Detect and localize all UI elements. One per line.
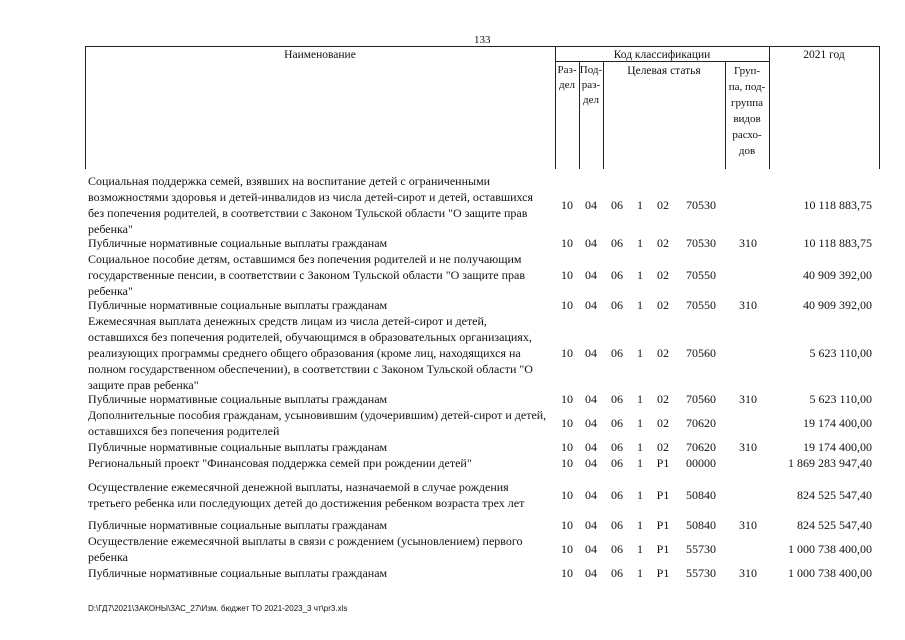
row-code-c1: 06	[611, 488, 623, 502]
row-code-r: 10	[561, 346, 573, 360]
row-code-c2: 1	[637, 198, 643, 212]
row-code-pr: 04	[585, 236, 597, 250]
row-code-c3: P1	[656, 488, 670, 502]
row-code-c3: P1	[656, 456, 670, 470]
row-code-c4: 70560	[686, 346, 716, 360]
row-code-c1: 06	[611, 456, 623, 470]
file-path-footer: D:\ГД7\2021\ЗАКОНЫ\ЗАС_27\Изм. бюджет ТО 2021-2023_3 чт\pr3.xls	[88, 604, 348, 613]
row-code-c1: 06	[611, 542, 623, 556]
row-code-r: 10	[561, 236, 573, 250]
row-code-pr: 04	[585, 268, 597, 282]
row-name: Публичные нормативные социальные выплаты гражданам	[88, 518, 388, 532]
row-code-c1: 06	[611, 236, 623, 250]
table-row	[0, 439, 905, 455]
row-code-c2: 1	[637, 440, 643, 454]
row-code-c3: 02	[657, 268, 669, 282]
row-amount: 40 909 392,00	[803, 298, 872, 312]
table-row	[0, 407, 905, 439]
row-name: Дополнительные пособия гражданам, усыновившим (удочерившим) детей-сирот и детей, оставшихся без попечения родителей	[88, 408, 547, 438]
row-code-r: 10	[561, 440, 573, 454]
row-code-r: 10	[561, 518, 573, 532]
header-year: 2021 год	[803, 49, 845, 61]
row-code-c4: 70620	[686, 440, 716, 454]
table-row	[0, 391, 905, 407]
row-code-c3: 02	[657, 298, 669, 312]
header-code: Код классификации	[613, 49, 711, 61]
row-code-c4: 70620	[686, 416, 716, 430]
row-code-pr: 04	[585, 440, 597, 454]
row-code-r: 10	[561, 392, 573, 406]
row-code-pr: 04	[585, 198, 597, 212]
table-row	[0, 517, 905, 533]
page-number: 133	[474, 34, 491, 46]
row-code-c2: 1	[637, 488, 643, 502]
row-amount: 19 174 400,00	[803, 416, 872, 430]
row-code-c2: 1	[637, 456, 643, 470]
row-code-c4: 70550	[686, 298, 716, 312]
header-podrazdel: Под- раз- дел	[579, 64, 603, 106]
row-code-c4: 00000	[686, 456, 716, 470]
row-amount: 1 000 738 400,00	[788, 566, 872, 580]
row-code-c2: 1	[637, 392, 643, 406]
header-celevaya: Целевая статья	[627, 65, 701, 77]
row-code-c3: 02	[657, 440, 669, 454]
row-name: Социальное пособие детям, оставшимся без попечения родителей и не получающим государственные пенсии, в соответствии с Законом Тульской области "О защите прав ребенка"	[88, 252, 525, 298]
row-code-c1: 06	[611, 298, 623, 312]
row-code-vr: 310	[739, 518, 757, 532]
row-amount: 40 909 392,00	[803, 268, 872, 282]
row-amount: 5 623 110,00	[809, 392, 872, 406]
table-row	[0, 173, 905, 237]
row-name: Ежемесячная выплата денежных средств лицам из числа детей-сирот и детей, оставшихся без попечения родителей, обучающимся в образовательных организациях, реализующих программы среднего общего образования (кроме лиц, находящихся на полном государственном обеспечении), в соответствии с Законом Тульской области "О защите прав ребенка"	[88, 314, 533, 392]
row-code-vr: 310	[739, 298, 757, 312]
row-amount: 10 118 883,75	[803, 236, 872, 250]
row-code-r: 10	[561, 542, 573, 556]
table-row	[0, 533, 905, 565]
row-code-c1: 06	[611, 346, 623, 360]
row-name: Публичные нормативные социальные выплаты гражданам	[88, 392, 388, 406]
row-code-c4: 70560	[686, 392, 716, 406]
row-name: Публичные нормативные социальные выплаты гражданам	[88, 440, 388, 454]
row-code-c4: 70530	[686, 236, 716, 250]
row-code-pr: 04	[585, 456, 597, 470]
row-code-pr: 04	[585, 518, 597, 532]
table-row	[0, 479, 905, 511]
row-code-c2: 1	[637, 298, 643, 312]
table-row	[0, 235, 905, 251]
row-code-c4: 50840	[686, 518, 716, 532]
table-row	[0, 297, 905, 313]
row-code-c4: 70550	[686, 268, 716, 282]
row-code-c1: 06	[611, 198, 623, 212]
row-name: Осуществление ежемесячной денежной выплаты, назначаемой в случае рождения третьего ребенка или последующих детей до достижения ребенком возраста трех лет	[88, 480, 525, 510]
row-name: Региональный проект "Финансовая поддержка семей при рождении детей"	[88, 456, 472, 470]
row-code-c3: 02	[657, 236, 669, 250]
row-code-c3: P1	[656, 518, 670, 532]
row-code-c3: 02	[657, 416, 669, 430]
row-code-r: 10	[561, 566, 573, 580]
row-amount: 5 623 110,00	[809, 346, 872, 360]
table-row	[0, 455, 905, 471]
row-code-c2: 1	[637, 542, 643, 556]
row-code-vr: 310	[739, 236, 757, 250]
row-code-c1: 06	[611, 518, 623, 532]
row-code-c1: 06	[611, 440, 623, 454]
row-code-r: 10	[561, 488, 573, 502]
row-code-c1: 06	[611, 392, 623, 406]
row-code-vr: 310	[739, 440, 757, 454]
row-amount: 1 000 738 400,00	[788, 542, 872, 556]
table-row	[0, 251, 905, 299]
row-name: Публичные нормативные социальные выплаты гражданам	[88, 566, 388, 580]
row-code-c1: 06	[611, 268, 623, 282]
row-name: Публичные нормативные социальные выплаты гражданам	[88, 236, 388, 250]
row-code-c3: 02	[657, 392, 669, 406]
row-code-c3: P1	[656, 566, 670, 580]
row-code-c1: 06	[611, 416, 623, 430]
row-code-pr: 04	[585, 488, 597, 502]
row-code-c2: 1	[637, 236, 643, 250]
row-amount: 19 174 400,00	[803, 440, 872, 454]
row-code-r: 10	[561, 416, 573, 430]
row-amount: 10 118 883,75	[803, 198, 872, 212]
table-row	[0, 313, 905, 393]
row-amount: 824 525 547,40	[797, 518, 872, 532]
row-code-c4: 50840	[686, 488, 716, 502]
row-code-r: 10	[561, 268, 573, 282]
row-code-c3: P1	[656, 542, 670, 556]
row-code-c4: 70530	[686, 198, 716, 212]
table-row	[0, 565, 905, 581]
row-code-vr: 310	[739, 566, 757, 580]
row-amount: 1 869 283 947,40	[788, 456, 872, 470]
row-amount: 824 525 547,40	[797, 488, 872, 502]
row-code-c2: 1	[637, 518, 643, 532]
row-code-c2: 1	[637, 346, 643, 360]
header-gruppa: Груп- па, под- группа видов расхо- дов	[728, 65, 766, 157]
row-code-r: 10	[561, 456, 573, 470]
row-code-c4: 55730	[686, 566, 716, 580]
row-code-pr: 04	[585, 542, 597, 556]
row-code-c1: 06	[611, 566, 623, 580]
header-name: Наименование	[284, 49, 356, 61]
row-name: Осуществление ежемесячной выплаты в связи с рождением (усыновлением) первого ребенка	[88, 534, 523, 564]
row-code-c2: 1	[637, 566, 643, 580]
row-code-c2: 1	[637, 416, 643, 430]
row-code-pr: 04	[585, 346, 597, 360]
row-code-pr: 04	[585, 298, 597, 312]
row-code-c2: 1	[637, 268, 643, 282]
row-name: Социальная поддержка семей, взявших на воспитание детей с ограниченными возможностями здоровья и детей-инвалидов из числа детей-сирот и детей, оставшихся без попечения родителей, в соответствии с Законом Тульской области "О защите прав ребенка"	[88, 174, 534, 236]
row-code-pr: 04	[585, 392, 597, 406]
row-name: Публичные нормативные социальные выплаты гражданам	[88, 298, 388, 312]
row-code-r: 10	[561, 198, 573, 212]
header-razdel: Раз- дел	[557, 64, 577, 91]
row-code-c4: 55730	[686, 542, 716, 556]
row-code-pr: 04	[585, 416, 597, 430]
row-code-vr: 310	[739, 392, 757, 406]
row-code-c3: 02	[657, 346, 669, 360]
row-code-c3: 02	[657, 198, 669, 212]
row-code-pr: 04	[585, 566, 597, 580]
row-code-r: 10	[561, 298, 573, 312]
